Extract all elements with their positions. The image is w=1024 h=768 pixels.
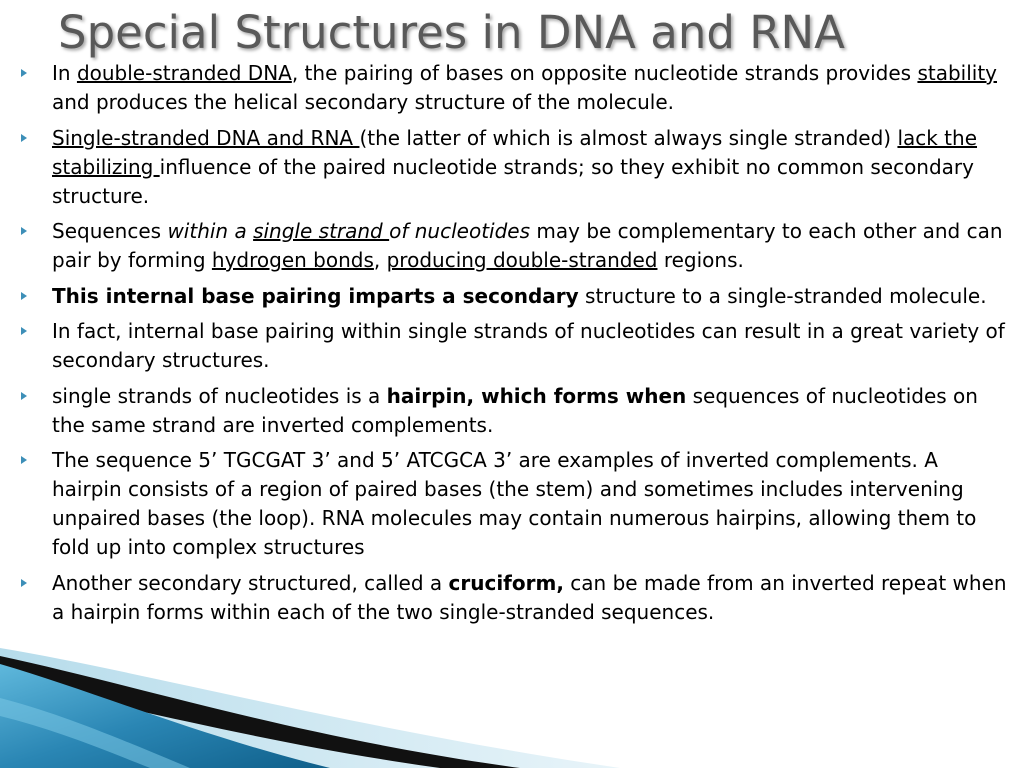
bullet-text-segment: lack the stabilizing: [52, 125, 978, 179]
bullet-text-segment: Another secondary structured, called a: [52, 570, 449, 595]
bullet-text-segment: structure to a single-stranded molecule.: [578, 283, 987, 308]
bullet-arrow-icon: [21, 456, 27, 464]
bullet-text-segment: This internal base pairing imparts a secondary: [52, 283, 579, 308]
bullet-text-segment: double-stranded DNA: [76, 61, 292, 85]
decor-pale-swoosh: [0, 648, 620, 768]
bullet-text-segment: In fact, internal base pairing within single strands of nucleotides can result in a great variety of secondary structures.: [52, 319, 1005, 372]
bullet-arrow-icon: [21, 69, 27, 77]
bullet-text-segment: (the latter of which is almost always single stranded): [359, 125, 898, 150]
bullet-text-segment: influence of the paired nucleotide strands; so they exhibit no common secondary structure.: [52, 154, 974, 208]
bullet-text-segment: hairpin, which forms when: [386, 383, 687, 408]
bullet-arrow-icon: [21, 392, 27, 400]
bullet-text-segment: producing double-stranded: [386, 248, 658, 272]
bullet-text-segment: single strands of nucleotides is a: [52, 383, 387, 408]
decor-dark-stripe: [0, 656, 520, 768]
bullet-list: [52, 59, 1007, 633]
bullet-item: [52, 569, 1007, 627]
decor-highlight: [0, 698, 190, 768]
bullet-text-segment: regions.: [657, 248, 744, 272]
bullet-item: [52, 382, 1007, 440]
bullet-item: [52, 317, 1007, 375]
bullet-item: [52, 217, 1007, 275]
bullet-item: [52, 59, 1007, 117]
bullet-text-segment: within a: [167, 219, 254, 243]
decor-blue-wedge: [0, 664, 330, 768]
bullet-text-segment: In: [52, 61, 77, 85]
bullet-text-segment: The sequence 5’ TGCGAT 3’ and 5’ ATCGCA 3’ are examples of inverted complements. A hairpin consists of a region of paired bases (the stem) and sometimes includes intervening unpaired bases (the loop). RNA molecules may contain numerous hairpins, allowing them to fold up into complex structures: [52, 448, 977, 559]
bullet-text-segment: cruciform,: [448, 570, 564, 595]
bullet-text-segment: single strand: [253, 219, 390, 243]
bullet-text-segment: sequences of nucleotides on the same strand are inverted complements.: [52, 383, 978, 437]
bullet-text-segment: Sequences: [52, 219, 168, 243]
bullet-item: [52, 282, 1007, 311]
bullet-arrow-icon: [21, 134, 27, 142]
decorative-corner-swoosh: [0, 628, 700, 768]
bullet-arrow-icon: [21, 327, 27, 335]
bullet-text-segment: may be complementary to each other and can pair by forming: [52, 219, 1003, 272]
bullet-item: [52, 446, 1007, 562]
bullet-arrow-icon: [21, 579, 27, 587]
bullet-text-segment: , the pairing of bases on opposite nucleotide strands provides: [291, 61, 918, 85]
slide-title: Special Structures in DNA and RNA: [58, 6, 845, 59]
bullet-text-segment: and produces the helical secondary structure of the molecule.: [52, 90, 674, 114]
bullet-arrow-icon: [21, 227, 27, 235]
bullet-text-segment: Single-stranded DNA and RNA: [52, 125, 360, 150]
bullet-text-segment: hydrogen bonds: [211, 248, 374, 272]
bullet-text-segment: can be made from an inverted repeat when a hairpin forms within each of the two single-stranded sequences.: [52, 570, 1007, 624]
bullet-text-segment: stability: [917, 61, 997, 85]
bullet-arrow-icon: [21, 292, 27, 300]
bullet-item: [52, 124, 1007, 211]
bullet-text-segment: ,: [373, 248, 387, 272]
bullet-text-segment: of nucleotides: [389, 219, 531, 243]
